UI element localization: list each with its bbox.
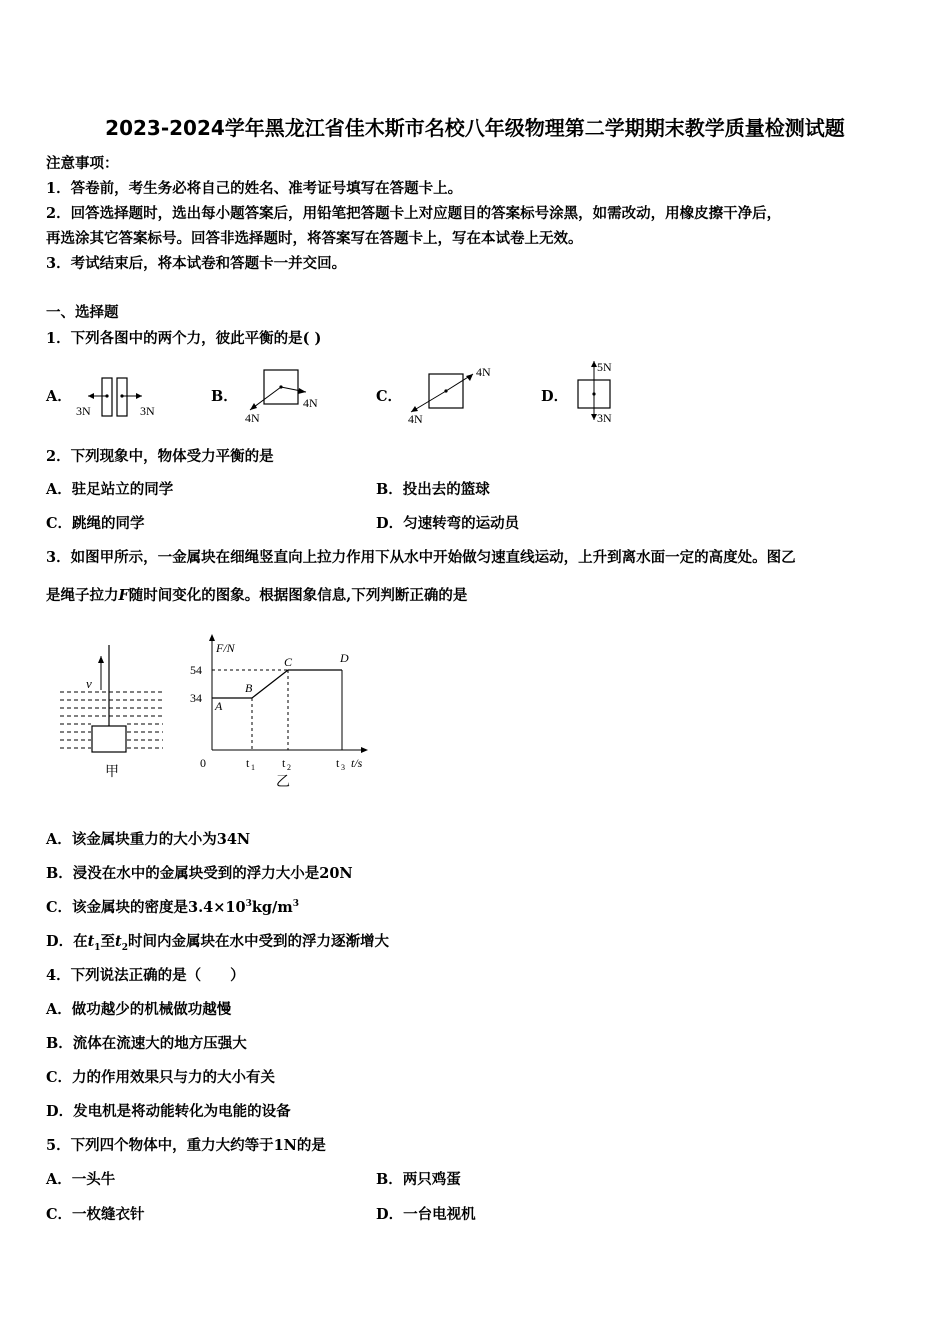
y-tick-label: 34 [190,691,202,705]
velocity-label: v [86,676,92,691]
force-label: 3N [140,404,155,418]
notice-item: 2．回答选择题时，选出每小题答案后，用铅笔把答题卡上对应题目的答案标号涂黑，如需改动，用橡皮擦干净后， [46,205,782,222]
q1-label-a: A． [46,388,72,405]
q3-figure-jia [55,640,167,785]
force-curve [212,670,342,698]
q1-figure-c [403,362,503,426]
q1-stem: 1．下列各图中的两个力，彼此平衡的是( ) [46,330,322,347]
notice-item: 再选涂其它答案标号。回答非选择题时，将答案写在答题卡上，写在本试卷上无效。 [46,230,583,247]
q1-figure-a [70,370,170,422]
q4-option-c: C．力的作用效果只与力的大小有关 [46,1069,276,1086]
q4-option-b: B．流体在流速大的地方压强大 [46,1035,247,1052]
x-tick-label: t [282,756,286,770]
q4-option-a: A．做功越少的机械做功越慢 [46,1001,232,1018]
force-label: 4N [303,396,318,410]
q5-option-d: D．一台电视机 [376,1206,476,1223]
q3-option-a: A．该金属块重力的大小为34N [46,831,251,848]
point-label: D [340,651,349,665]
point-label: A [215,699,223,713]
q3-stem: 3．如图甲所示，一金属块在细绳竖直向上拉力作用下从水中开始做匀速直线运动，上升到离水面一定的高度处。图乙 [46,549,796,566]
page-title: 2023-2024学年黑龙江省佳木斯市名校八年级物理第二学期期末教学质量检测试题 [105,116,845,140]
origin-label: 0 [200,756,206,770]
q2-option-d: D．匀速转弯的运动员 [376,515,520,532]
x-tick-subscript: 3 [341,763,345,772]
q3-option-d: D．在$t_1$至$t_2$时间内金属块在水中受到的浮力逐渐增大 [46,933,390,953]
x-tick-label: t [246,756,250,770]
q2-option-c: C．跳绳的同学 [46,515,145,532]
q4-option-d: D．发电机是将动能转化为电能的设备 [46,1103,291,1120]
q5-option-a: A．一头牛 [46,1171,116,1188]
x-tick-label: t [336,756,340,770]
q1-label-b: B． [211,388,238,405]
x-tick-subscript: 1 [251,763,255,772]
q3-option-b: B．浸没在水中的金属块受到的浮力大小是20N [46,865,353,882]
force-label: 4N [476,365,491,379]
force-label: 4N [245,411,260,425]
q1-figure-d [568,356,638,428]
q1-label-d: D． [541,388,569,405]
metal-block [92,726,126,752]
q2-option-a: A．驻足站立的同学 [46,481,174,498]
figure-caption: 乙 [276,775,290,790]
q2-stem: 2．下列现象中，物体受力平衡的是 [46,448,274,465]
y-tick-label: 54 [190,663,202,677]
y-axis-label: F/N [216,641,235,655]
x-axis-label: t/s [351,756,363,770]
figure-caption: 甲 [105,765,119,780]
force-label: 4N [408,412,423,426]
notice-heading: 注意事项： [46,155,119,172]
q1-label-c: C． [376,388,403,405]
force-label: 5N [597,360,612,374]
q5-option-b: B．两只鸡蛋 [376,1171,461,1188]
q5-stem: 5．下列四个物体中，重力大约等于1N的是 [46,1137,326,1154]
point-label: C [284,655,293,669]
force-label: 3N [76,404,91,418]
q2-option-b: B．投出去的篮球 [376,481,490,498]
q3-option-c: C．该金属块的密度是$3.4\times 10^3kg/m^3$ [46,899,299,916]
q1-figure-b [240,362,340,426]
notice-item: 1．答卷前，考生务必将自己的姓名、准考证号填写在答题卡上。 [46,180,463,197]
section-heading: 一、选择题 [46,304,119,321]
force-label: 3N [597,411,612,425]
q5-option-c: C．一枚缝衣针 [46,1206,145,1223]
x-tick-subscript: 2 [287,763,291,772]
notice-item: 3．考试结束后，将本试卷和答题卡一并交回。 [46,255,347,272]
q4-stem: 4．下列说法正确的是（ ） [46,967,245,984]
point-label: B [245,681,253,695]
q3-stem-cont: 是绳子拉力F随时间变化的图象。根据图象信息,下列判断正确的是 [46,587,468,604]
q3-figure-yi [188,630,378,795]
